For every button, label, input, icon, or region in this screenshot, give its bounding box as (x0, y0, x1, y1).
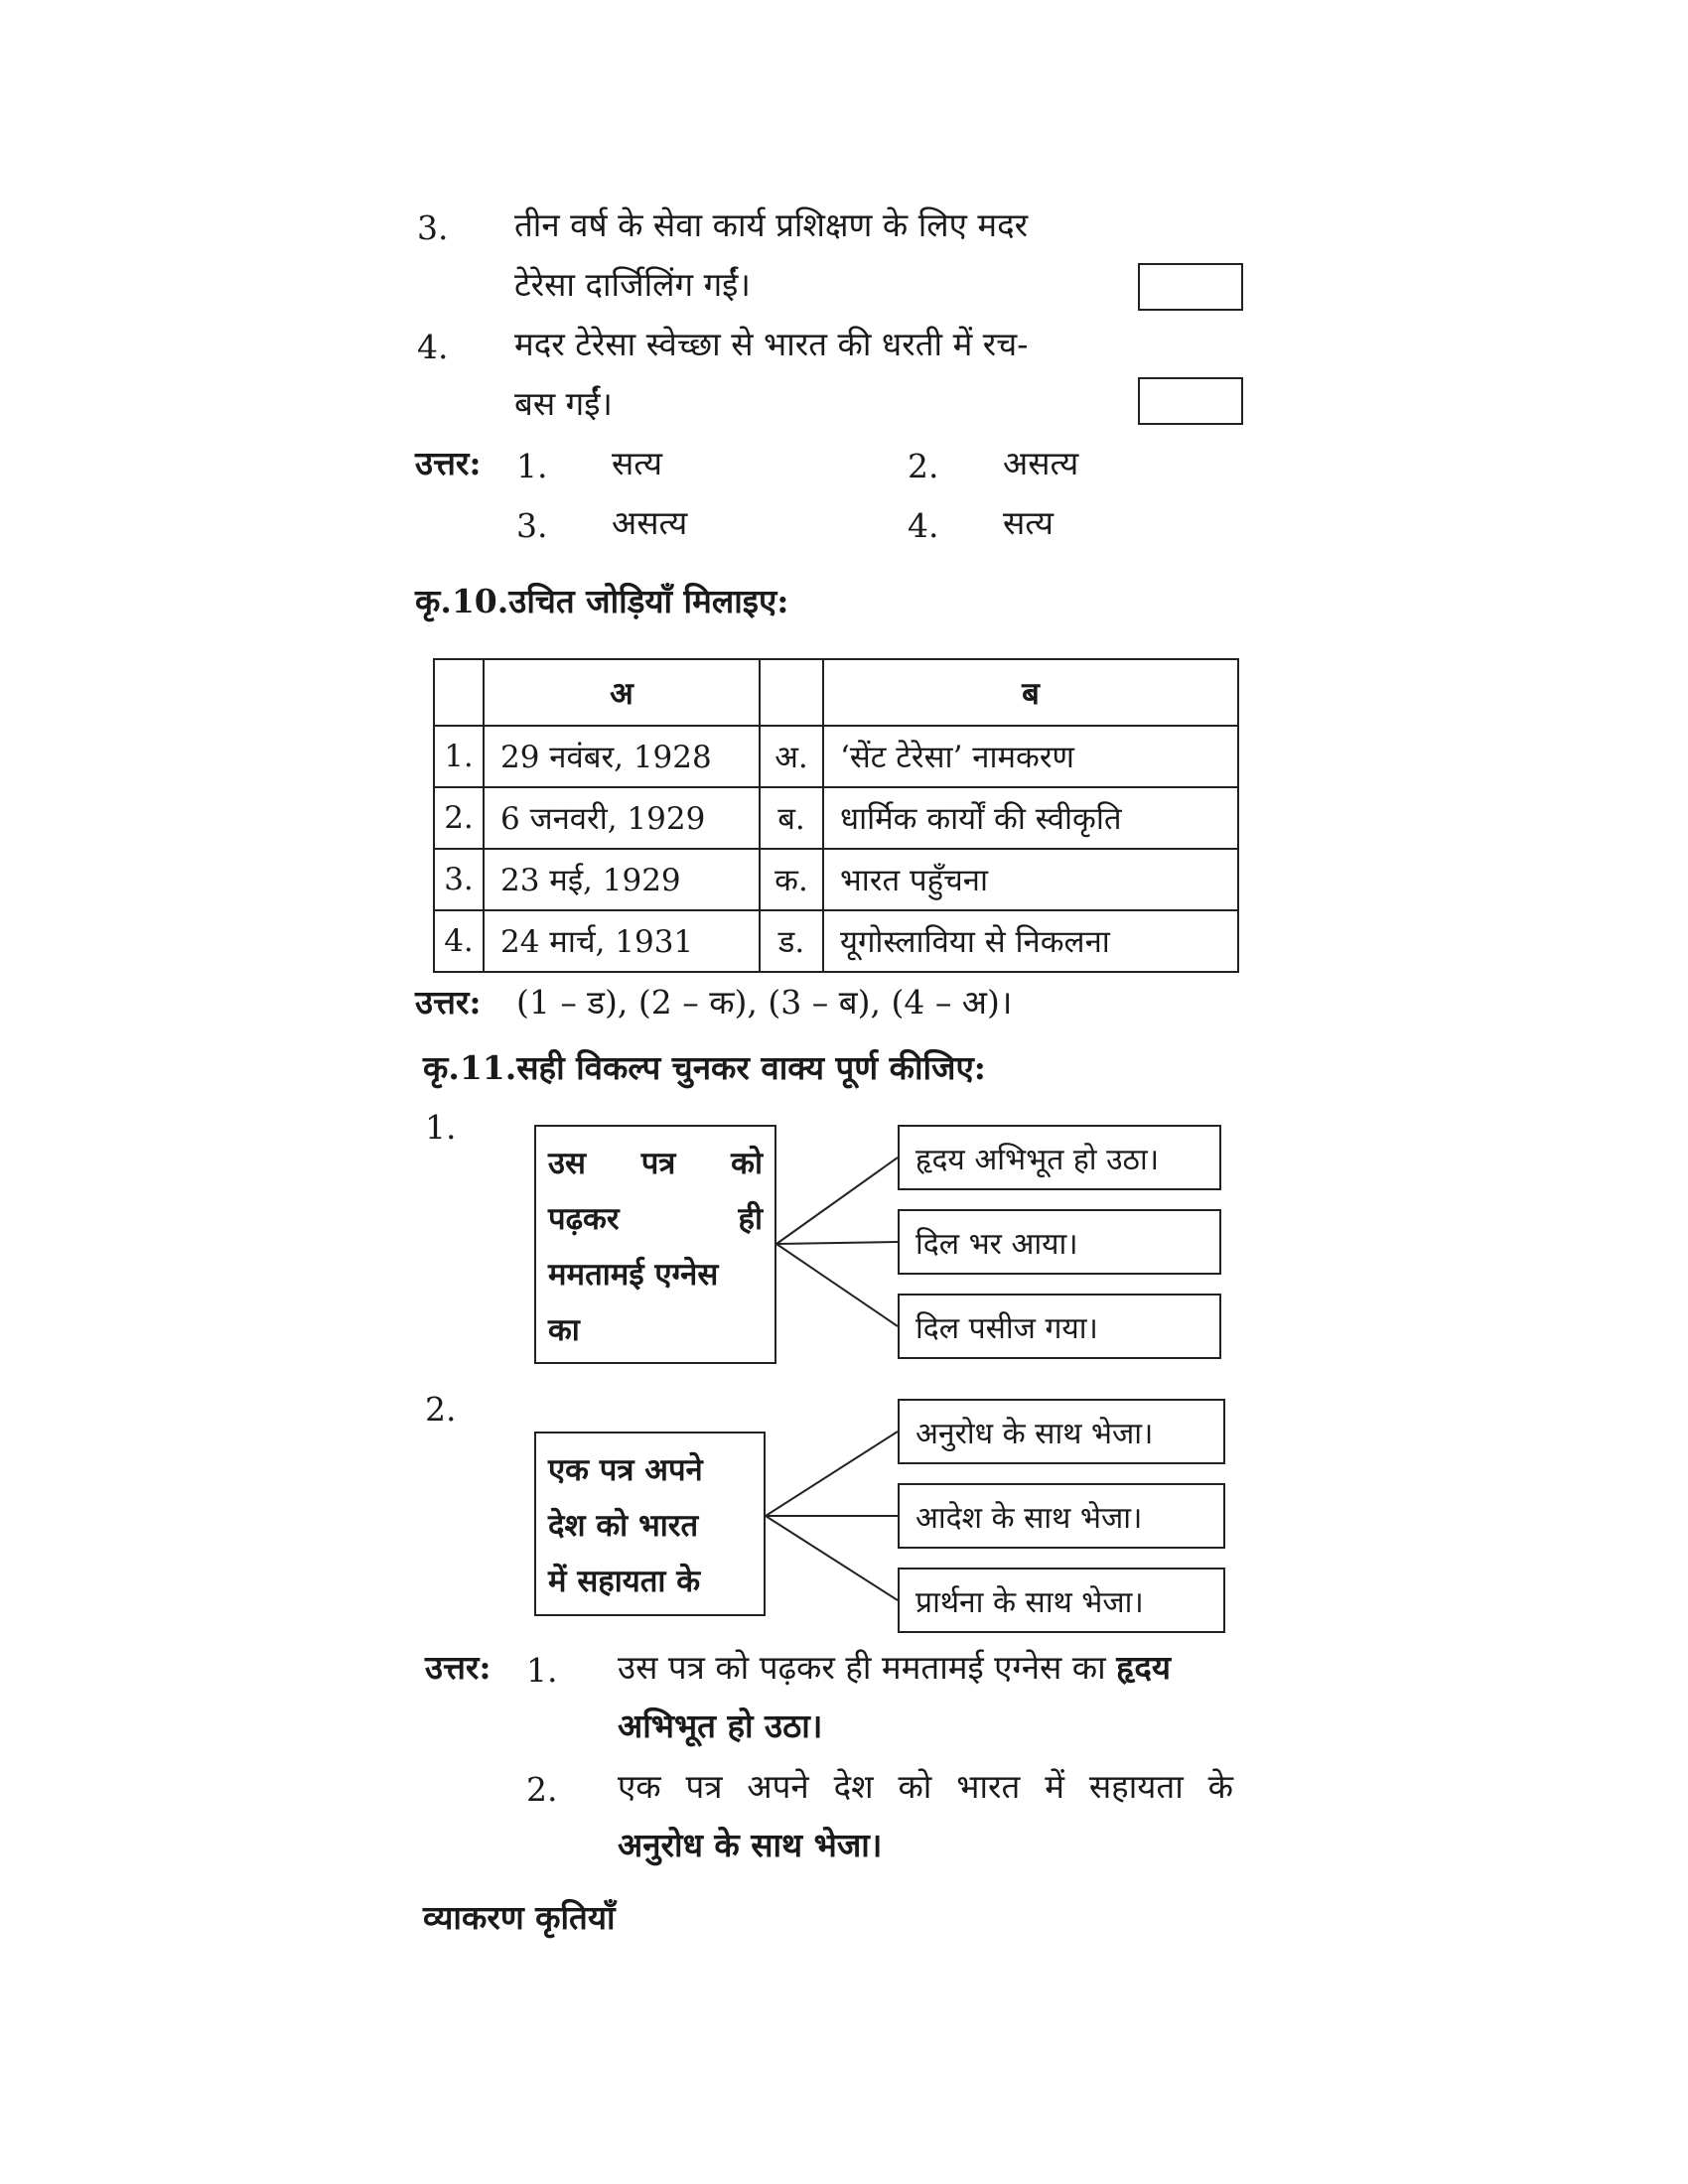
row-number: 4. (434, 910, 484, 972)
tf-answer-value: सत्य (1003, 503, 1055, 542)
q11-item-2-option-3[interactable]: प्रार्थना के साथ भेजा। (898, 1568, 1225, 1633)
q10-answer: (1 – ड), (2 – क), (3 – ब), (4 – अ)। (516, 983, 1013, 1022)
option-letter: क. (760, 849, 823, 910)
statement-3-line2: टेरेसा दार्जिलिंग गईं। (514, 265, 751, 304)
row-number: 1. (434, 726, 484, 787)
connector-line (776, 1242, 898, 1244)
header-column-b: ब (823, 659, 1238, 726)
statement-4-number: 4. (417, 328, 449, 366)
date-cell: 6 जनवरी, 1929 (484, 787, 760, 849)
tf-answer-number: 2. (908, 447, 939, 485)
q11-answer-2-line1: एक पत्र अपने देश को भारत में सहायता के (618, 1767, 1233, 1806)
statement-4-line2: बस गईं। (514, 384, 613, 423)
q11-answer-label: उत्तर: (425, 1648, 492, 1687)
q11-item-2-option-2[interactable]: आदेश के साथ भेजा। (898, 1483, 1225, 1549)
grammar-section-heading: व्याकरण कृतियाँ (423, 1898, 616, 1937)
statement-4-line1: मदर टेरेसा स्वेच्छा से भारत की धरती में रच- (514, 325, 1029, 363)
q10-answer-label: उत्तर: (415, 983, 482, 1022)
option-letter: अ. (760, 726, 823, 787)
stem-word: ही (738, 1201, 763, 1237)
q11-answer-2-line2: अनुरोध के साथ भेजा। (618, 1826, 883, 1864)
q11-item-1-number: 1. (425, 1108, 457, 1147)
q11-answer-2-number: 2. (526, 1770, 558, 1809)
stem-word: का (548, 1312, 580, 1348)
event-cell: भारत पहुँचना (823, 849, 1238, 910)
q11-item-1-option-3[interactable]: दिल पसीज गया। (898, 1294, 1221, 1359)
answer-label: उत्तर: (415, 444, 482, 482)
stem-word: ममतामई एग्नेस (548, 1257, 719, 1293)
connector-line (766, 1432, 898, 1516)
stem-word: पढ़कर (548, 1201, 620, 1237)
option-letter: ड. (760, 910, 823, 972)
date-cell: 29 नवंबर, 1928 (484, 726, 760, 787)
header-column-a: अ (484, 659, 760, 726)
q11-answer-1-line2: अभिभूत हो उठा। (618, 1706, 823, 1745)
tf-answer-number: 3. (516, 506, 548, 545)
answer-highlight: हृदय (1116, 1648, 1172, 1687)
date-cell: 23 मई, 1929 (484, 849, 760, 910)
tf-answer-number: 1. (516, 447, 548, 485)
option-letter: ब. (760, 787, 823, 849)
statement-3-number: 3. (417, 208, 449, 247)
stem-word: पत्र (640, 1146, 676, 1181)
stem-word: को (731, 1146, 763, 1181)
stem-word: एक पत्र अपने (548, 1452, 703, 1488)
tf-answer-value: असत्य (612, 503, 688, 542)
event-cell: धार्मिक कार्यों की स्वीकृति (823, 787, 1238, 849)
q11-title: कृ.11.सही विकल्प चुनकर वाक्य पूर्ण कीजिए: (423, 1048, 986, 1087)
tf-answer-value: सत्य (612, 444, 663, 482)
tf-answer-value: असत्य (1003, 444, 1079, 482)
stem-word: देश को भारत (548, 1508, 699, 1544)
q11-item-2-number: 2. (425, 1390, 457, 1429)
statement-3-line1: तीन वर्ष के सेवा कार्य प्रशिक्षण के लिए मदर (514, 205, 1029, 244)
answer-text: उस पत्र को पढ़कर ही ममतामई एग्नेस का (618, 1648, 1106, 1687)
q11-item-1-option-1[interactable]: हृदय अभिभूत हो उठा। (898, 1125, 1221, 1190)
row-number: 3. (434, 849, 484, 910)
connector-line (776, 1158, 898, 1244)
q10-title: कृ.10.उचित जोड़ियाँ मिलाइए: (415, 582, 789, 620)
q11-answer-1-line1 (618, 1648, 1171, 1688)
date-cell: 24 मार्च, 1931 (484, 910, 760, 972)
stem-word: में सहायता के (548, 1564, 701, 1599)
row-number: 2. (434, 787, 484, 849)
connector-line (766, 1516, 898, 1600)
q11-item-2-option-1[interactable]: अनुरोध के साथ भेजा। (898, 1399, 1225, 1464)
stem-word: उस (548, 1146, 586, 1181)
connector-line (776, 1244, 898, 1326)
q11-item-1-option-2[interactable]: दिल भर आया। (898, 1209, 1221, 1275)
tf-answer-number: 4. (908, 506, 939, 545)
q11-answer-1-number: 1. (526, 1651, 558, 1690)
event-cell: यूगोस्लाविया से निकलना (823, 910, 1238, 972)
event-cell: ‘सेंट टेरेसा’ नामकरण (823, 726, 1238, 787)
